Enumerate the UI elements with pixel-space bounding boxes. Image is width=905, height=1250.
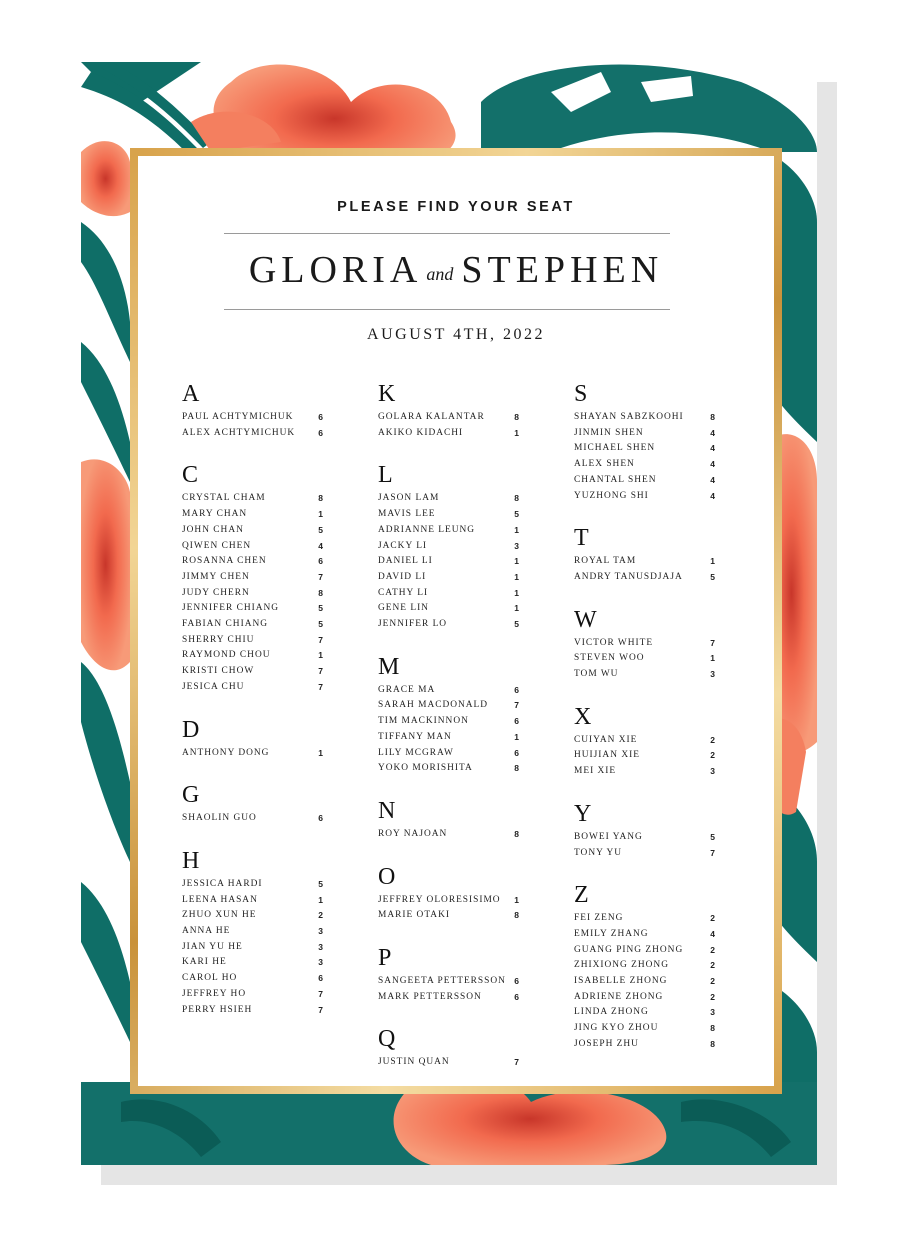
table-number: 1 <box>514 571 519 582</box>
guest-name: ALEX SHEN <box>574 459 635 470</box>
groom-name: STEPHEN <box>461 249 664 291</box>
table-number: 1 <box>318 650 323 661</box>
guest-name: GENE LIN <box>378 603 429 614</box>
guest-row <box>378 974 519 988</box>
table-number: 7 <box>318 634 323 645</box>
table-number: 7 <box>710 637 715 648</box>
guest-row <box>182 940 323 954</box>
table-number: 4 <box>710 474 715 485</box>
table-number: 3 <box>318 957 323 968</box>
guest-name: YUZHONG SHI <box>574 490 649 501</box>
divider-top <box>224 233 670 234</box>
guest-row <box>574 1005 715 1019</box>
guest-row <box>378 586 519 600</box>
guest-name: ISABELLE ZHONG <box>574 976 668 986</box>
guest-row <box>182 746 323 760</box>
guest-row <box>182 410 323 424</box>
section-letter-t: T <box>574 525 589 552</box>
guest-row <box>378 601 519 615</box>
guest-row <box>378 617 519 631</box>
guest-name: YOKO MORISHITA <box>378 763 473 774</box>
table-number: 8 <box>514 412 519 422</box>
guest-row <box>574 911 715 925</box>
table-number: 7 <box>318 988 323 999</box>
guest-row <box>182 908 323 922</box>
guest-name: MARY CHAN <box>182 509 248 520</box>
guest-name: MEI XIE <box>574 766 617 777</box>
guest-row <box>574 764 715 778</box>
guest-name: JUSTIN QUAN <box>378 1057 450 1068</box>
section-letter-y: Y <box>574 800 592 827</box>
guest-name: EMILY ZHANG <box>574 928 649 939</box>
guest-name: JEFFREY HO <box>182 988 247 999</box>
guest-name: MARIE OTAKI <box>378 910 450 921</box>
section-letter-n: N <box>378 797 396 824</box>
guest-row <box>182 1003 323 1017</box>
table-number: 5 <box>710 571 715 582</box>
table-number: 3 <box>318 941 323 952</box>
table-number: 4 <box>710 443 715 454</box>
table-number: 7 <box>318 1004 323 1015</box>
guest-row <box>378 426 519 440</box>
guest-row <box>182 877 323 891</box>
guest-row <box>182 664 323 678</box>
guest-name: AKIKO KIDACHI <box>378 427 464 438</box>
guest-row <box>378 683 519 697</box>
monstera-leaf-top-right <box>481 65 817 152</box>
guest-name: SHAOLIN GUO <box>182 813 257 824</box>
section-letter-h: H <box>182 847 200 874</box>
table-number: 3 <box>514 540 519 551</box>
guest-row <box>378 554 519 568</box>
table-number: 7 <box>318 666 323 677</box>
guest-name: MARK PETTERSSON <box>378 991 482 1002</box>
guest-name: GUANG PING ZHONG <box>574 944 684 955</box>
guest-row <box>574 489 715 503</box>
guest-row <box>378 730 519 744</box>
table-number: 5 <box>514 619 519 629</box>
guest-name: SHAYAN SABZKOOHI <box>574 412 684 422</box>
section-letter-p: P <box>378 945 392 971</box>
guest-row <box>182 924 323 938</box>
table-number: 6 <box>318 813 323 824</box>
guest-name: LEENA HASAN <box>182 894 258 905</box>
guest-name: ROYAL TAM <box>574 556 637 567</box>
guest-row <box>574 667 715 681</box>
table-number: 8 <box>318 493 323 504</box>
guest-name: DAVID LI <box>378 571 427 582</box>
guest-row <box>378 491 519 505</box>
guest-row <box>574 636 715 650</box>
table-number: 6 <box>514 716 519 727</box>
table-number: 6 <box>318 412 323 422</box>
table-number: 2 <box>710 750 715 761</box>
table-number: 6 <box>318 556 323 567</box>
section-letter-o: O <box>378 863 396 890</box>
table-number: 1 <box>710 556 715 567</box>
table-number: 5 <box>318 619 323 629</box>
table-number: 6 <box>514 747 519 758</box>
guest-row <box>182 648 323 662</box>
table-number: 7 <box>318 681 323 692</box>
guest-name: QIWEN CHEN <box>182 540 252 551</box>
couple-names <box>138 248 774 296</box>
table-number: 1 <box>514 894 519 905</box>
guest-name: ZHUO XUN HE <box>182 910 257 921</box>
guest-row <box>182 633 323 647</box>
section-letter-c: C <box>182 462 199 489</box>
guest-row <box>182 680 323 694</box>
table-number: 5 <box>710 831 715 842</box>
guest-row <box>182 601 323 615</box>
guest-name: HUIJIAN XIE <box>574 750 640 761</box>
table-number: 2 <box>710 991 715 1002</box>
guest-name: TIFFANY MAN <box>378 731 452 742</box>
guest-name: ALEX ACHTYMICHUK <box>182 427 296 438</box>
section-letter-w: W <box>574 606 597 633</box>
table-number: 6 <box>318 427 323 438</box>
guest-name: CATHY LI <box>378 587 429 598</box>
section-letter-g: G <box>182 782 200 809</box>
guest-name: PERRY HSIEH <box>182 1004 253 1015</box>
section-letter-z: Z <box>574 882 589 909</box>
guest-name: JOSEPH ZHU <box>574 1038 639 1049</box>
table-number: 1 <box>514 427 519 438</box>
table-number: 6 <box>318 973 323 984</box>
guest-name: JIMMY CHEN <box>182 571 250 582</box>
guest-name: SHERRY CHIU <box>182 634 255 645</box>
guest-row <box>574 1021 715 1035</box>
table-number: 1 <box>318 894 323 905</box>
guest-row <box>574 651 715 665</box>
guest-row <box>378 714 519 728</box>
guest-name: SANGEETA PETTERSSON <box>378 976 506 986</box>
guest-row <box>378 410 519 424</box>
guest-row <box>182 955 323 969</box>
table-number: 3 <box>710 766 715 777</box>
guest-row <box>574 570 715 584</box>
guest-name: VICTOR WHITE <box>574 637 654 648</box>
guest-row <box>182 507 323 521</box>
guest-name: JENNIFER CHIANG <box>182 603 280 614</box>
guest-name: SARAH MACDONALD <box>378 700 489 711</box>
guest-name: JESICA CHU <box>182 681 245 692</box>
table-number: 1 <box>710 653 715 664</box>
guest-row <box>182 570 323 584</box>
table-number: 8 <box>710 412 715 422</box>
table-number: 7 <box>514 1057 519 1068</box>
guest-name: ROY NAJOAN <box>378 828 448 839</box>
table-number: 4 <box>710 459 715 470</box>
section-letter-l: L <box>378 462 393 489</box>
table-number: 2 <box>710 960 715 971</box>
guest-row <box>378 507 519 521</box>
guest-row <box>182 811 323 825</box>
table-number: 5 <box>318 603 323 614</box>
guest-row <box>574 927 715 941</box>
guest-name: STEVEN WOO <box>574 653 645 664</box>
guest-row <box>182 586 323 600</box>
guest-name: JING KYO ZHOU <box>574 1023 659 1034</box>
guest-row <box>574 410 715 424</box>
table-number: 8 <box>514 910 519 921</box>
guest-row <box>182 893 323 907</box>
guest-name: PAUL ACHTYMICHUK <box>182 412 294 422</box>
guest-name: JEFFREY OLORESISIMO <box>378 894 501 905</box>
guest-name: CAROL HO <box>182 973 238 984</box>
guest-row <box>574 846 715 860</box>
guest-row <box>574 1037 715 1051</box>
table-number: 3 <box>710 1007 715 1018</box>
table-number: 8 <box>514 828 519 839</box>
table-number: 1 <box>514 587 519 598</box>
section-letter-m: M <box>378 653 400 680</box>
guest-name: JENNIFER LO <box>378 619 448 629</box>
guest-row <box>574 943 715 957</box>
table-number: 3 <box>318 926 323 936</box>
table-number: 8 <box>514 763 519 774</box>
wedding-date: AUGUST 4TH, 2022 <box>367 326 545 343</box>
table-number: 2 <box>710 734 715 745</box>
table-number: 8 <box>710 1023 715 1034</box>
table-number: 5 <box>514 509 519 520</box>
guest-row <box>182 426 323 440</box>
table-number: 6 <box>514 684 519 695</box>
table-number: 4 <box>318 540 323 551</box>
guest-name: LINDA ZHONG <box>574 1007 649 1018</box>
guest-name: TONY YU <box>574 847 623 858</box>
guest-row <box>182 987 323 1001</box>
guest-name: MICHAEL SHEN <box>574 443 656 454</box>
table-number: 5 <box>318 878 323 889</box>
guest-name: ANDRY TANUSDJAJA <box>574 571 683 582</box>
table-number: 7 <box>710 847 715 858</box>
guest-row <box>574 958 715 972</box>
divider-bottom <box>224 309 670 310</box>
guest-row <box>574 554 715 568</box>
table-number: 7 <box>318 571 323 582</box>
guest-row <box>574 748 715 762</box>
guest-name: KRISTI CHOW <box>182 666 255 677</box>
guest-row <box>574 426 715 440</box>
guest-name: CRYSTAL CHAM <box>182 493 266 504</box>
guest-name: LILY MCGRAW <box>378 747 454 758</box>
table-number: 1 <box>514 731 519 742</box>
table-number: 8 <box>514 493 519 504</box>
table-number: 2 <box>318 910 323 921</box>
guest-name: TIM MACKINNON <box>378 716 469 727</box>
table-number: 1 <box>318 509 323 520</box>
table-number: 2 <box>710 944 715 955</box>
table-number: 1 <box>514 524 519 535</box>
guest-row <box>182 539 323 553</box>
guest-row <box>378 698 519 712</box>
guest-row <box>378 523 519 537</box>
table-number: 5 <box>318 524 323 535</box>
section-letter-a: A <box>182 381 200 407</box>
table-number: 1 <box>514 603 519 614</box>
guest-row <box>378 539 519 553</box>
table-number: 8 <box>710 1038 715 1049</box>
guest-name: TOM WU <box>574 669 619 679</box>
guest-name: GOLARA KALANTAR <box>378 412 485 422</box>
guest-name: ZHIXIONG ZHONG <box>574 960 669 971</box>
guest-row <box>574 441 715 455</box>
guest-row <box>378 893 519 907</box>
table-number: 4 <box>710 427 715 438</box>
guest-name: ANNA HE <box>182 926 231 936</box>
table-number: 7 <box>514 700 519 711</box>
guest-name: CHANTAL SHEN <box>574 474 657 485</box>
find-seat-heading: PLEASE FIND YOUR SEAT <box>337 199 575 215</box>
guest-name: MAVIS LEE <box>378 509 436 520</box>
and-script: and <box>426 264 454 284</box>
guest-row <box>182 554 323 568</box>
guest-name: RAYMOND CHOU <box>182 650 271 661</box>
guest-row <box>574 457 715 471</box>
table-number: 1 <box>318 747 323 758</box>
guest-row <box>574 990 715 1004</box>
table-number: 8 <box>318 587 323 598</box>
guest-row <box>574 473 715 487</box>
guest-name: JINMIN SHEN <box>574 427 644 438</box>
section-letter-q: Q <box>378 1026 396 1053</box>
section-letter-s: S <box>574 381 588 407</box>
guest-name: ADRIENE ZHONG <box>574 991 664 1002</box>
table-number: 2 <box>710 976 715 986</box>
guest-row <box>378 1055 519 1069</box>
guest-row <box>574 733 715 747</box>
guest-name: ROSANNA CHEN <box>182 556 267 567</box>
guest-name: ADRIANNE LEUNG <box>378 524 476 535</box>
seating-card <box>130 148 782 1094</box>
guest-row <box>378 990 519 1004</box>
guest-name: JIAN YU HE <box>182 941 243 952</box>
guest-name: KARI HE <box>182 957 227 968</box>
guest-name: BOWEI YANG <box>574 831 643 842</box>
guest-name: JACKY LI <box>378 540 428 551</box>
table-number: 6 <box>514 991 519 1002</box>
guest-name: GRACE MA <box>378 684 436 695</box>
guest-row <box>378 746 519 760</box>
guest-row <box>574 974 715 988</box>
guest-row <box>182 617 323 631</box>
guest-row <box>378 827 519 841</box>
guest-name: JESSICA HARDI <box>182 878 263 889</box>
guest-row <box>378 761 519 775</box>
seating-chart-poster <box>81 62 817 1165</box>
guest-row <box>182 971 323 985</box>
guest-name: JOHN CHAN <box>182 524 244 535</box>
guest-row <box>182 491 323 505</box>
bride-name: GLORIA <box>248 249 423 291</box>
guest-name: ANTHONY DONG <box>182 747 270 758</box>
section-letter-d: D <box>182 716 200 743</box>
table-number: 2 <box>710 913 715 924</box>
section-letter-k: K <box>378 381 396 407</box>
table-number: 6 <box>514 976 519 986</box>
guest-row <box>378 908 519 922</box>
table-number: 1 <box>514 556 519 567</box>
guest-name: CUIYAN XIE <box>574 734 638 745</box>
table-number: 3 <box>710 669 715 679</box>
guest-name: DANIEL LI <box>378 556 433 567</box>
table-number: 4 <box>710 490 715 501</box>
guest-name: FEI ZENG <box>574 913 624 924</box>
section-letter-x: X <box>574 703 592 730</box>
guest-row <box>182 523 323 537</box>
guest-row <box>574 830 715 844</box>
table-number: 4 <box>710 928 715 939</box>
guest-row <box>378 570 519 584</box>
guest-name: FABIAN CHIANG <box>182 619 269 629</box>
guest-name: JASON LAM <box>378 493 440 504</box>
guest-name: JUDY CHERN <box>182 587 250 598</box>
